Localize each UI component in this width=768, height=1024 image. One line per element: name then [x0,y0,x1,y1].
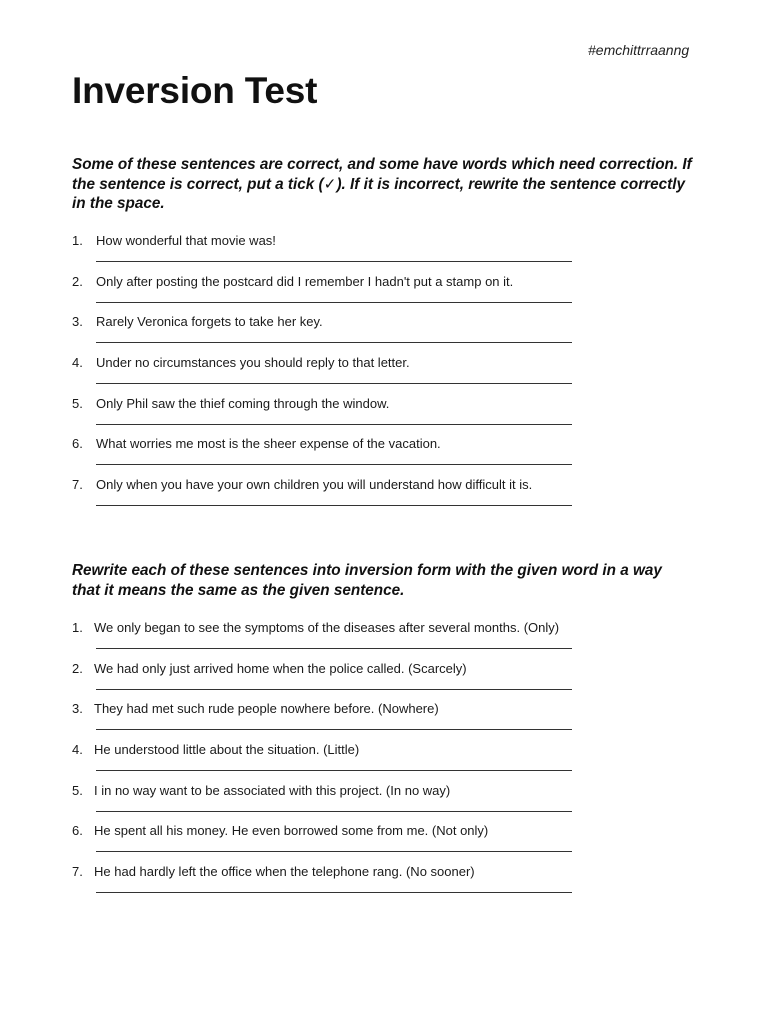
question-text: Only Phil saw the thief coming through the window. [96,395,390,411]
question-number: 4. [72,355,83,371]
question-text: We had only just arrived home when the police called. (Scarcely) [94,660,467,676]
answer-line[interactable] [96,729,572,730]
question-text: Only after posting the postcard did I remember I hadn't put a stamp on it. [96,273,514,289]
question-item [72,233,692,274]
question-number: 5. [72,395,83,411]
section1-instructions: Some of these sentences are correct, and some have words which need correction. If the sentence is correct, put a tick (✓). If it is incorrect, rewrite the sentence correctly in the space. [72,156,692,212]
question-text: We only began to see the symptoms of the diseases after several months. (Only) [94,620,560,635]
question-item [72,742,692,783]
answer-line[interactable] [96,851,572,852]
question-text: Only when you have your own children you will understand how difficult it is. [96,477,533,493]
answer-line[interactable] [96,648,572,649]
question-number: 3. [72,701,83,717]
question-item [72,823,692,864]
question-number: 5. [72,782,83,798]
section2-list [72,620,692,905]
question-text: He had hardly left the office when the telephone rang. (No sooner) [94,864,475,880]
question-item [72,396,692,437]
question-item [72,274,692,315]
answer-line[interactable] [96,892,572,893]
answer-line[interactable] [96,342,572,343]
section1-list [72,233,692,518]
answer-line[interactable] [96,811,572,812]
question-item [72,314,692,355]
answer-line[interactable] [96,261,572,262]
question-item [72,477,692,518]
answer-line[interactable] [96,302,572,303]
question-number: 4. [72,742,83,758]
question-number: 7. [72,864,83,880]
question-item [72,620,692,661]
question-text: Rarely Veronica forgets to take her key. [96,314,323,330]
question-item [72,864,692,905]
question-number: 1. [72,620,83,635]
question-number: 1. [72,233,83,248]
page-title: Inversion Test [72,70,318,111]
question-number: 7. [72,477,83,493]
question-item [72,701,692,742]
question-text: They had met such rude people nowhere before. (Nowhere) [94,701,439,717]
question-item [72,661,692,702]
question-text: How wonderful that movie was! [96,233,276,248]
question-text: He understood little about the situation. (Little) [94,742,360,758]
question-item [72,436,692,477]
question-number: 2. [72,660,83,676]
question-text: Under no circumstances you should reply to that letter. [96,355,410,371]
question-text: He spent all his money. He even borrowed some from me. (Not only) [94,823,489,839]
answer-line[interactable] [96,464,572,465]
hashtag: #emchittrraanng [588,42,690,58]
answer-line[interactable] [96,689,572,690]
answer-line[interactable] [96,424,572,425]
question-item [72,355,692,396]
section2-instructions: Rewrite each of these sentences into inversion form with the given word in a way that it means the same as the given sentence. [72,562,662,599]
answer-line[interactable] [96,383,572,384]
question-text: What worries me most is the sheer expense of the vacation. [96,436,441,452]
question-number: 3. [72,314,83,330]
question-number: 6. [72,436,83,452]
answer-line[interactable] [96,505,572,506]
question-number: 6. [72,823,83,839]
question-text: I in no way want to be associated with this project. (In no way) [94,782,451,798]
question-number: 2. [72,273,83,289]
question-item [72,783,692,824]
answer-line[interactable] [96,770,572,771]
